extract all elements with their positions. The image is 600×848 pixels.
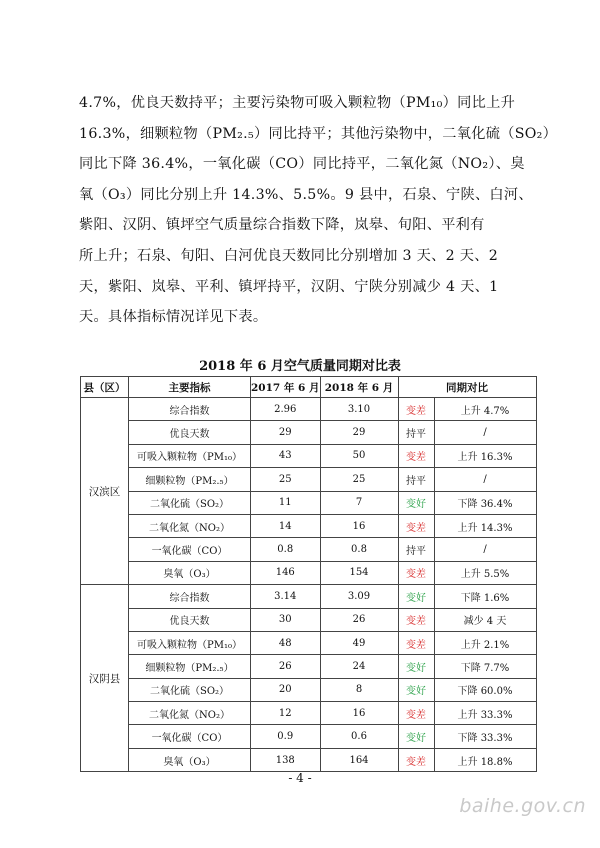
header-2017: 2017 年 6 月: [251, 377, 321, 398]
value-2017-cell: 26: [251, 655, 321, 678]
value-2017-cell: 30: [251, 608, 321, 631]
table-row: [81, 514, 537, 537]
change-cell: /: [434, 421, 536, 444]
trend-cell: 变差: [398, 514, 434, 537]
change-cell: 下降 1.6%: [434, 585, 536, 608]
table-row: [81, 491, 537, 514]
table-header-row: [81, 377, 537, 398]
county-cell: 汉滨区: [81, 398, 129, 585]
indicator-cell: 综合指数: [129, 398, 251, 421]
value-2018-cell: 0.8: [320, 538, 398, 561]
trend-cell: 变差: [398, 398, 434, 421]
value-2018-cell: 7: [320, 491, 398, 514]
change-cell: 上升 16.3%: [434, 444, 536, 467]
table-row: [81, 702, 537, 725]
value-2017-cell: 29: [251, 421, 321, 444]
value-2018-cell: 16: [320, 514, 398, 537]
trend-cell: 持平: [398, 421, 434, 444]
trend-cell: 变差: [398, 702, 434, 725]
change-cell: /: [434, 538, 536, 561]
table-row: [81, 561, 537, 584]
indicator-cell: 综合指数: [129, 585, 251, 608]
watermark: baihe.gov.cn: [459, 795, 586, 817]
trend-cell: 变差: [398, 631, 434, 654]
paragraph-line: 天。具体指标情况详见下表。: [79, 309, 268, 326]
indicator-cell: 一氧化碳（CO）: [129, 725, 251, 748]
trend-cell: 持平: [398, 468, 434, 491]
table-row: [81, 608, 537, 631]
indicator-cell: 优良天数: [129, 421, 251, 444]
trend-cell: 变差: [398, 444, 434, 467]
change-cell: 下降 60.0%: [434, 678, 536, 701]
table-row: [81, 631, 537, 654]
trend-cell: 持平: [398, 538, 434, 561]
trend-cell: 变好: [398, 678, 434, 701]
table-row: [81, 398, 537, 421]
value-2018-cell: 3.09: [320, 585, 398, 608]
value-2018-cell: 3.10: [320, 398, 398, 421]
body-paragraph: [79, 88, 558, 333]
paragraph-line: 4.7%，优良天数持平；主要污染物可吸入颗粒物（PM₁₀）同比上升: [79, 95, 516, 111]
table-row: [81, 678, 537, 701]
value-2017-cell: 2.96: [251, 398, 321, 421]
change-cell: 下降 33.3%: [434, 725, 536, 748]
trend-cell: 变差: [398, 748, 434, 771]
header-county: 县（区）: [81, 377, 129, 398]
indicator-cell: 二氧化氮（NO₂）: [129, 514, 251, 537]
trend-cell: 变差: [398, 608, 434, 631]
change-cell: 上升 5.5%: [434, 561, 536, 584]
indicator-cell: 细颗粒物（PM₂.₅）: [129, 468, 251, 491]
page-number: - 4 -: [288, 771, 312, 785]
value-2017-cell: 0.8: [251, 538, 321, 561]
indicator-cell: 优良天数: [129, 608, 251, 631]
value-2017-cell: 25: [251, 468, 321, 491]
trend-cell: 变好: [398, 655, 434, 678]
value-2017-cell: 3.14: [251, 585, 321, 608]
county-cell: 汉阴县: [81, 585, 129, 772]
change-cell: 上升 33.3%: [434, 702, 536, 725]
change-cell: 下降 7.7%: [434, 655, 536, 678]
value-2017-cell: 20: [251, 678, 321, 701]
value-2018-cell: 8: [320, 678, 398, 701]
header-indicator: 主要指标: [129, 377, 251, 398]
indicator-cell: 一氧化碳（CO）: [129, 538, 251, 561]
change-cell: /: [434, 468, 536, 491]
table-row: [81, 444, 537, 467]
paragraph-line: 天，紫阳、岚皋、平利、镇坪持平，汉阴、宁陕分别减少 4 天、1: [79, 278, 499, 295]
value-2018-cell: 50: [320, 444, 398, 467]
paragraph-line: 紫阳、汉阴、镇坪空气质量综合指数下降，岚皋、旬阳、平利有: [79, 217, 485, 234]
indicator-cell: 细颗粒物（PM₂.₅）: [129, 655, 251, 678]
change-cell: 上升 4.7%: [434, 398, 536, 421]
value-2017-cell: 11: [251, 491, 321, 514]
value-2018-cell: 24: [320, 655, 398, 678]
table-row: [81, 725, 537, 748]
value-2018-cell: 16: [320, 702, 398, 725]
header-2018: 2018 年 6 月: [320, 377, 398, 398]
trend-cell: 变好: [398, 725, 434, 748]
change-cell: 上升 18.8%: [434, 748, 536, 771]
value-2017-cell: 43: [251, 444, 321, 467]
value-2017-cell: 12: [251, 702, 321, 725]
change-cell: 上升 2.1%: [434, 631, 536, 654]
indicator-cell: 臭氧（O₃）: [129, 748, 251, 771]
indicator-cell: 二氧化硫（SO₂）: [129, 678, 251, 701]
value-2018-cell: 29: [320, 421, 398, 444]
paragraph-line: 16.3%，细颗粒物（PM₂.₅）同比持平；其他污染物中，二氧化硫（SO₂）: [79, 125, 558, 142]
table-title: 2018 年 6 月空气质量同期对比表: [199, 359, 401, 374]
change-cell: 下降 36.4%: [434, 491, 536, 514]
paragraph-line: 所上升；石泉、旬阳、白河优良天数同比分别增加 3 天、2 天、2: [79, 247, 499, 264]
value-2018-cell: 49: [320, 631, 398, 654]
change-cell: 上升 14.3%: [434, 514, 536, 537]
table-body: [81, 398, 537, 772]
value-2017-cell: 48: [251, 631, 321, 654]
table-row: [81, 748, 537, 771]
value-2018-cell: 0.6: [320, 725, 398, 748]
value-2018-cell: 154: [320, 561, 398, 584]
trend-cell: 变好: [398, 585, 434, 608]
value-2017-cell: 146: [251, 561, 321, 584]
table-row: [81, 585, 537, 608]
indicator-cell: 二氧化氮（NO₂）: [129, 702, 251, 725]
air-quality-table: [80, 376, 537, 772]
change-cell: 减少 4 天: [434, 608, 536, 631]
indicator-cell: 二氧化硫（SO₂）: [129, 491, 251, 514]
indicator-cell: 可吸入颗粒物（PM₁₀）: [129, 444, 251, 467]
paragraph-line: 同比下降 36.4%，一氧化碳（CO）同比持平，二氧化氮（NO₂）、臭: [79, 156, 525, 173]
value-2017-cell: 0.9: [251, 725, 321, 748]
table-row: [81, 468, 537, 491]
table-row: [81, 538, 537, 561]
table-row: [81, 655, 537, 678]
trend-cell: 变差: [398, 561, 434, 584]
trend-cell: 变好: [398, 491, 434, 514]
header-comparison: 同期对比: [398, 377, 536, 398]
paragraph-line: 氧（O₃）同比分别上升 14.3%、5.5%。9 县中，石泉、宁陕、白河、: [79, 186, 533, 203]
table-row: [81, 421, 537, 444]
value-2018-cell: 164: [320, 748, 398, 771]
value-2017-cell: 14: [251, 514, 321, 537]
value-2017-cell: 138: [251, 748, 321, 771]
indicator-cell: 可吸入颗粒物（PM₁₀）: [129, 631, 251, 654]
value-2018-cell: 26: [320, 608, 398, 631]
value-2018-cell: 25: [320, 468, 398, 491]
indicator-cell: 臭氧（O₃）: [129, 561, 251, 584]
